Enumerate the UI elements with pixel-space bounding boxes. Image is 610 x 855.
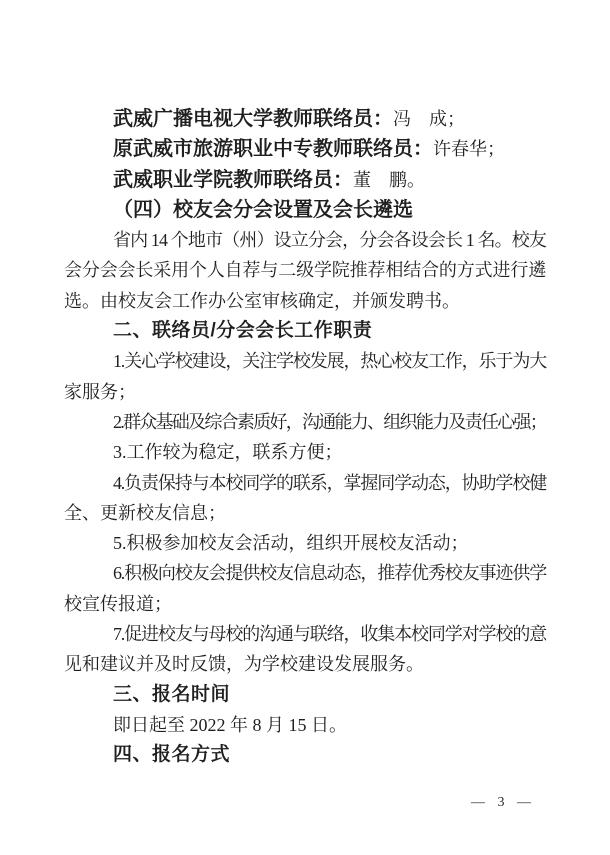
text-run: 1.关心学校建设，关注学校发展，热心校友工作，乐于为大	[113, 351, 546, 372]
text-run: 2.群众基础及综合素质好，沟通能力、组织能力及责任心强；	[113, 411, 546, 432]
text-line	[64, 165, 546, 195]
text-line	[64, 346, 546, 376]
text-run: 即日起至 2022 年 8 月 15 日。	[113, 714, 347, 735]
text-line	[64, 528, 546, 558]
text-line	[64, 558, 546, 588]
text-run: 会分会会长采用个人自荐与二级学院推荐相结合的方式进行遴	[64, 260, 546, 281]
text-run: 省内 14 个地市（州）设立分会，分会各设会长 1 名。校友	[113, 230, 546, 251]
text-line	[64, 377, 546, 407]
text-line	[64, 619, 546, 649]
text-run: 3.工作较为稳定，联系方便；	[113, 442, 343, 463]
text-run: 冯 成；	[393, 109, 465, 129]
text-run: 四、报名方式	[113, 744, 231, 766]
text-line	[64, 710, 546, 740]
text-line	[64, 286, 546, 316]
document-body	[64, 104, 546, 771]
text-run: 武威广播电视大学教师联络员：	[113, 108, 393, 130]
text-line	[64, 407, 546, 437]
text-run: 见和建议并及时反馈，为学校建设发展服务。	[64, 654, 424, 675]
text-line	[64, 498, 546, 528]
text-run: （四）校友会分会设置及会长遴选	[113, 198, 413, 221]
text-line	[64, 195, 546, 225]
text-run: 4.负责保持与本校同学的联系，掌握同学动态，协助学校健	[113, 472, 546, 493]
text-run: 校宣传报道；	[64, 593, 172, 614]
text-run: 二、联络员/分会会长工作职责	[113, 320, 373, 342]
text-run: 三、报名时间	[113, 683, 231, 705]
text-run: 武威职业学院教师联络员：	[113, 168, 353, 191]
text-line	[64, 649, 546, 679]
text-run: 全、更新校友信息；	[64, 502, 226, 523]
text-line	[64, 437, 546, 467]
text-line	[64, 225, 546, 255]
text-line	[64, 740, 546, 770]
text-line	[64, 589, 546, 619]
text-run: 许春华；	[433, 139, 505, 160]
text-run: 6.积极向校友会提供校友信息动态，推荐优秀校友事迹供学	[113, 563, 546, 584]
text-run: 董 鹏。	[353, 169, 425, 190]
text-run: 家服务；	[64, 381, 136, 402]
text-run: 选。由校友会工作办公室审核确定，并颁发聘书。	[64, 290, 460, 311]
text-line	[64, 680, 546, 710]
text-line	[64, 468, 546, 498]
text-run: 7.促进校友与母校的沟通与联络，收集本校同学对学校的意	[113, 624, 546, 645]
text-line	[64, 134, 546, 164]
text-run: 原武威市旅游职业中专教师联络员：	[113, 138, 433, 161]
text-line	[64, 316, 546, 346]
text-line	[64, 255, 546, 285]
text-line	[64, 104, 546, 134]
page-number: — 3 —	[471, 795, 532, 810]
text-run: 5.积极参加校友会活动，组织开展校友活动；	[113, 533, 469, 554]
